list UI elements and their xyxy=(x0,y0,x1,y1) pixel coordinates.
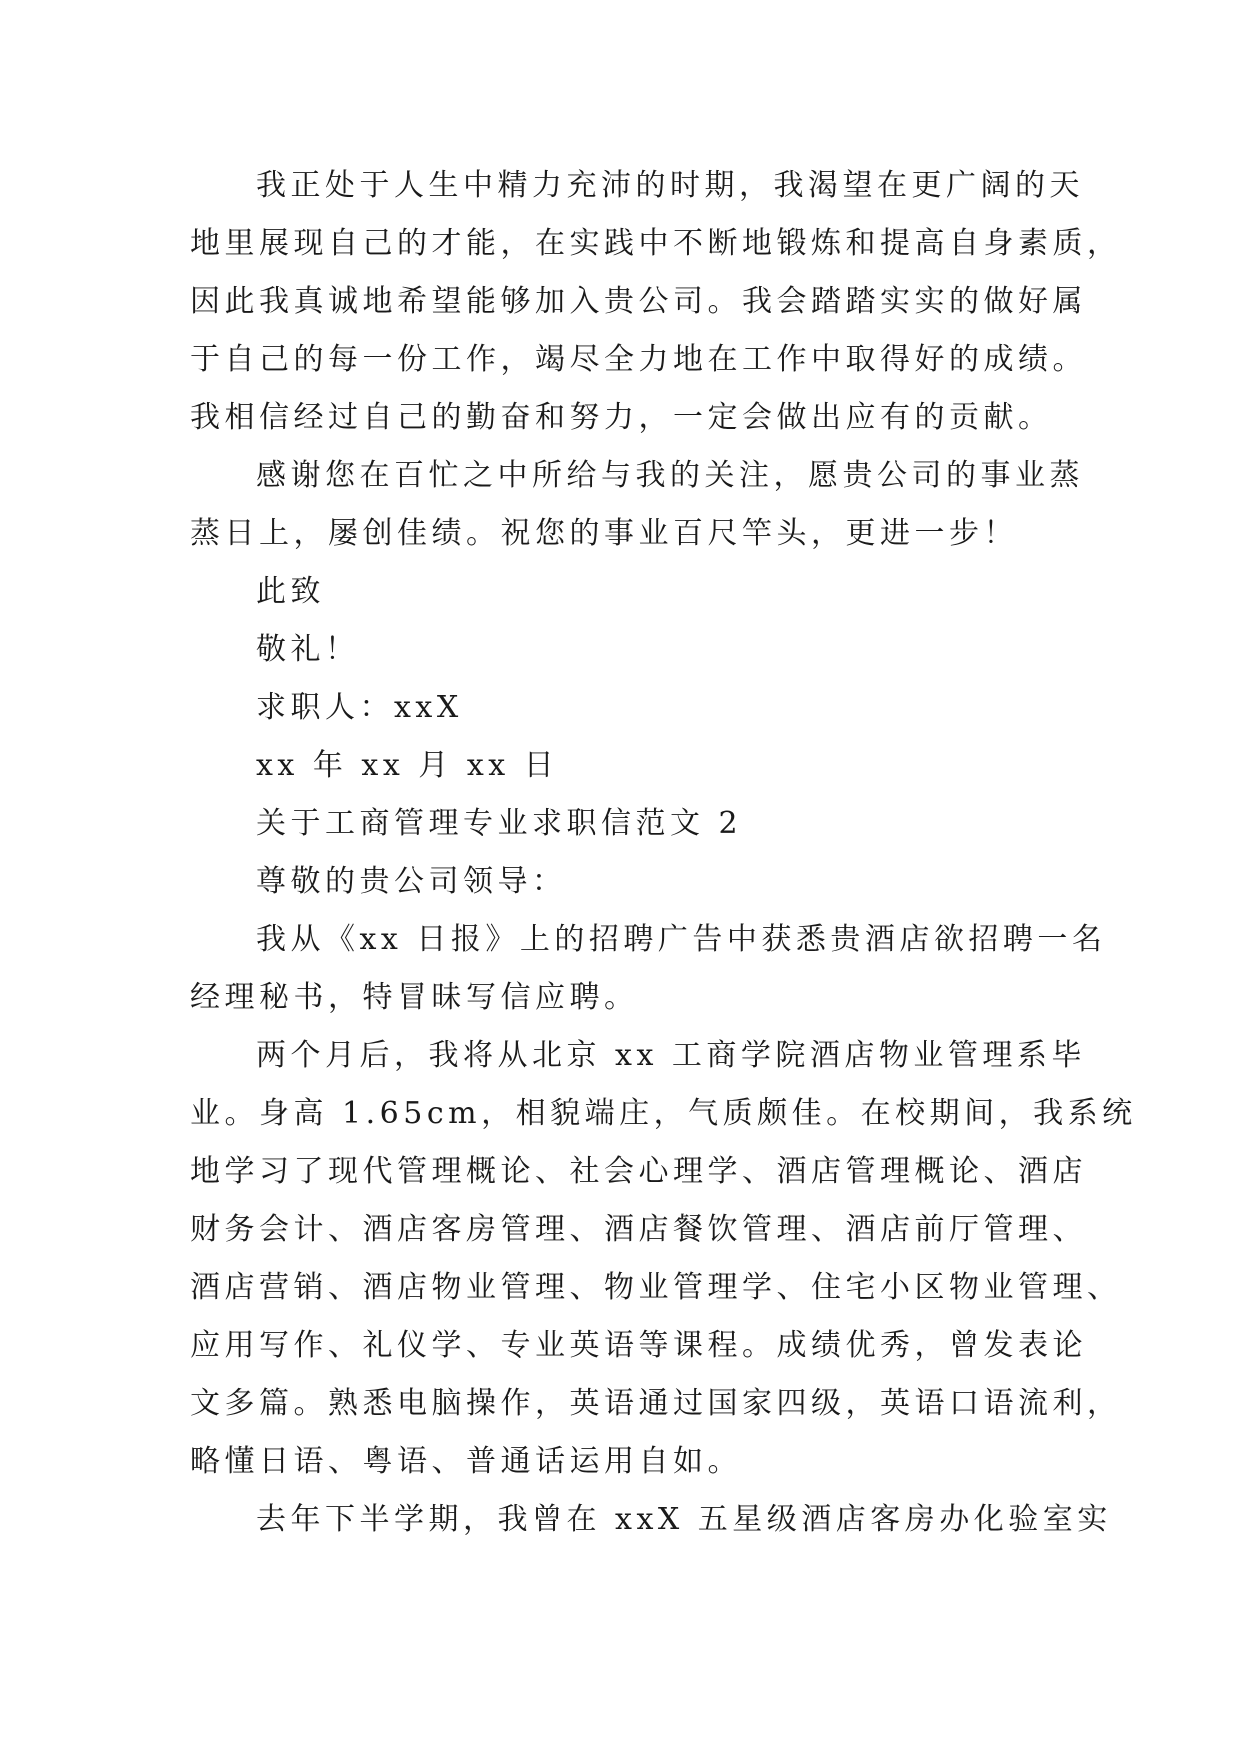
section-title: 关于工商管理专业求职信范文 2 xyxy=(256,806,743,841)
text-line: 略懂日语、粤语、普通话运用自如。 xyxy=(190,1444,742,1479)
letter-date: xx 年 xx 月 xx 日 xyxy=(256,748,559,783)
text-line: 去年下半学期，我曾在 xxX 五星级酒店客房办化验室实 xyxy=(256,1502,1112,1537)
text-line: 业。身高 1.65cm，相貌端庄，气质颇佳。在校期间，我系统 xyxy=(190,1096,1137,1131)
applicant-signature: 求职人：xxX xyxy=(256,690,463,725)
text-line: 我正处于人生中精力充沛的时期，我渴望在更广阔的天 xyxy=(256,168,1084,203)
text-line: 财务会计、酒店客房管理、酒店餐饮管理、酒店前厅管理、 xyxy=(190,1212,1087,1247)
text-line: 应用写作、礼仪学、专业英语等课程。成绩优秀，曾发表论 xyxy=(190,1328,1087,1363)
text-line: 我相信经过自己的勤奋和努力，一定会做出应有的贡献。 xyxy=(190,400,1053,435)
closing-salutation: 敬礼！ xyxy=(256,632,360,667)
text-line: 地学习了现代管理概论、社会心理学、酒店管理概论、酒店 xyxy=(190,1154,1087,1189)
text-line: 两个月后，我将从北京 xx 工商学院酒店物业管理系毕 xyxy=(256,1038,1086,1073)
text-line: 感谢您在百忙之中所给与我的关注，愿贵公司的事业蒸 xyxy=(256,458,1084,493)
text-line: 文多篇。熟悉电脑操作，英语通过国家四级，英语口语流利， xyxy=(190,1386,1122,1421)
text-line: 因此我真诚地希望能够加入贵公司。我会踏踏实实的做好属 xyxy=(190,284,1087,319)
text-line: 经理秘书，特冒昧写信应聘。 xyxy=(190,980,639,1015)
letter-greeting: 尊敬的贵公司领导： xyxy=(256,864,567,899)
text-line: 地里展现自己的才能，在实践中不断地锻炼和提高自身素质， xyxy=(190,226,1122,261)
closing-phrase: 此致 xyxy=(256,574,325,609)
text-line: 酒店营销、酒店物业管理、物业管理学、住宅小区物业管理、 xyxy=(190,1270,1122,1305)
text-line: 蒸日上，屡创佳绩。祝您的事业百尺竿头，更进一步！ xyxy=(190,516,1018,551)
text-line: 于自己的每一份工作，竭尽全力地在工作中取得好的成绩。 xyxy=(190,342,1087,377)
text-line: 我从《xx 日报》上的招聘广告中获悉贵酒店欲招聘一名 xyxy=(256,922,1107,957)
